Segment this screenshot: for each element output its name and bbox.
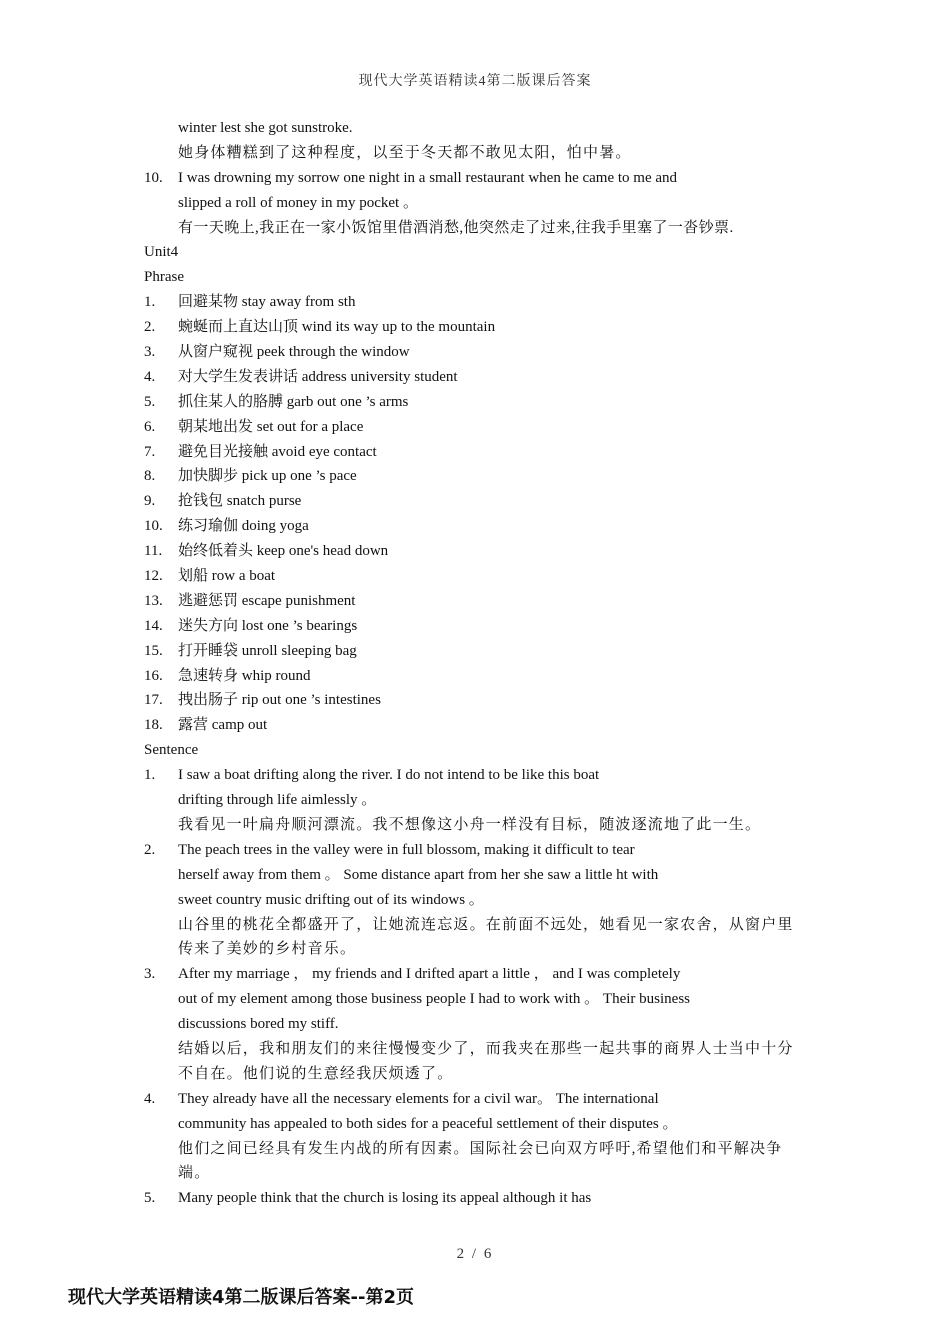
- phrase-item: [144, 440, 809, 465]
- item-number: 13.: [144, 592, 163, 609]
- item-number: 15.: [144, 642, 163, 659]
- item-number: 6.: [144, 418, 156, 435]
- document-caption: 现代大学英语精读4第二版课后答案--第2页: [68, 1287, 414, 1308]
- item-number: 17.: [144, 692, 163, 709]
- phrase-text: 从窗户窥视 peek through the window: [178, 344, 410, 361]
- item-number: 4.: [144, 1090, 156, 1107]
- phrase-item: [144, 290, 809, 315]
- text-line: community has appealed to both sides for a peaceful settlement of their disputes 。: [178, 1115, 678, 1132]
- phrase-item: [144, 539, 809, 564]
- phrase-text: 划船 row a boat: [178, 568, 276, 585]
- translation-line: 她身体糟糕到了这种程度，以至于冬天都不敢见太阳，怕中暑。: [178, 144, 632, 161]
- text-line: drifting through life aimlessly 。: [178, 792, 377, 809]
- phrase-item: [144, 614, 809, 639]
- phrase-item: [144, 639, 809, 664]
- item-number: 5.: [144, 393, 156, 410]
- translation-line: 有一天晚上,我正在一家小饭馆里借酒消愁,他突然走了过来,往我手里塞了一沓钞票.: [178, 219, 734, 236]
- sentence-item: [144, 1186, 809, 1211]
- translation-line: 不自在。他们说的生意经我厌烦透了。: [178, 1065, 454, 1082]
- item-number: 16.: [144, 667, 163, 684]
- sentence-item: [144, 962, 809, 987]
- phrase-item: [144, 564, 809, 589]
- sentence-item: [144, 763, 809, 788]
- text-line: They already have all the necessary elements for a civil war。 The international: [178, 1090, 659, 1107]
- text-line: After my marriage ， my friends and I drifted apart a little ， and I was completely: [178, 966, 681, 983]
- text-line: I was drowning my sorrow one night in a small restaurant when he came to me and: [178, 169, 678, 186]
- numbered-item: [144, 166, 809, 191]
- item-number: 2.: [144, 319, 156, 336]
- text-line: Many people think that the church is losing its appeal although it has: [178, 1190, 592, 1207]
- phrase-text: 抢钱包 snatch purse: [178, 493, 302, 510]
- unit-heading: Unit4: [144, 244, 179, 261]
- translation-line: 传来了美妙的乡村音乐。: [178, 941, 357, 958]
- phrase-text: 急速转身 whip round: [178, 667, 311, 684]
- phrase-item: [144, 688, 809, 713]
- phrase-text: 抓住某人的胳膊 garb out one ’s arms: [178, 393, 409, 410]
- translation-line: 结婚以后，我和朋友们的来往慢慢变少了，而我夹在那些一起共事的商界人士当中十分: [178, 1040, 794, 1057]
- phrase-item: [144, 664, 809, 689]
- phrase-item: [144, 464, 809, 489]
- phrase-text: 打开睡袋 unroll sleeping bag: [178, 642, 357, 659]
- phrase-list: [144, 290, 809, 738]
- phrase-item: [144, 340, 809, 365]
- item-number: 10.: [144, 518, 163, 535]
- phrase-text: 避免目光接触 avoid eye contact: [178, 443, 377, 460]
- phrase-text: 朝某地出发 set out for a place: [178, 418, 364, 435]
- phrase-item: [144, 589, 809, 614]
- item-number: 11.: [144, 543, 163, 560]
- phrase-text: 练习瑜伽 doing yoga: [178, 518, 309, 535]
- phrase-text: 逃避惩罚 escape punishment: [178, 592, 356, 609]
- sentence-item: [144, 1087, 809, 1112]
- text-line: slipped a roll of money in my pocket 。: [178, 194, 418, 211]
- item-number: 14.: [144, 617, 163, 634]
- item-number: 3.: [144, 344, 156, 361]
- translation-line: 他们之间已经具有发生内战的所有因素。国际社会已向双方呼吁,希望他们和平解决争: [178, 1140, 783, 1157]
- item-number: 2.: [144, 841, 156, 858]
- phrase-item: [144, 713, 809, 738]
- translation-line: 山谷里的桃花全都盛开了，让她流连忘返。在前面不远处，她看见一家农舍，从窗户里: [178, 916, 794, 933]
- text-line: discussions bored my stiff.: [178, 1016, 339, 1033]
- translation-line: 端。: [178, 1165, 211, 1182]
- phrase-item: [144, 390, 809, 415]
- phrase-item: [144, 315, 809, 340]
- item-number: 5.: [144, 1190, 156, 1207]
- text-line: winter lest she got sunstroke.: [178, 120, 353, 136]
- document-body: [144, 116, 809, 1211]
- phrase-item: [144, 489, 809, 514]
- item-number: 10.: [144, 169, 163, 186]
- phrase-item: [144, 415, 809, 440]
- phrase-text: 对大学生发表讲话 address university student: [178, 368, 458, 385]
- text-line: sweet country music drifting out of its windows 。: [178, 891, 484, 908]
- text-line: The peach trees in the valley were in full blossom, making it difficult to tear: [178, 841, 635, 858]
- phrase-text: 加快脚步 pick up one ’s pace: [178, 468, 357, 485]
- item-number: 4.: [144, 368, 156, 385]
- sentence-item: [144, 838, 809, 863]
- phrase-heading: Phrase: [144, 269, 184, 286]
- item-number: 12.: [144, 568, 163, 585]
- sentence-heading: Sentence: [144, 742, 199, 759]
- phrase-text: 回避某物 stay away from sth: [178, 294, 356, 311]
- text-line: I saw a boat drifting along the river. I do not intend to be like this boat: [178, 767, 600, 784]
- phrase-text: 拽出肠子 rip out one ’s intestines: [178, 692, 381, 709]
- item-number: 9.: [144, 493, 156, 510]
- text-line: herself away from them 。 Some distance apart from her she saw a little ht with: [178, 866, 659, 883]
- phrase-text: 始终低着头 keep one's head down: [178, 543, 389, 560]
- translation-line: 我看见一叶扁舟顺河漂流。我不想像这小舟一样没有目标，随波逐流地了此一生。: [178, 816, 762, 833]
- phrase-text: 露营 camp out: [178, 717, 268, 734]
- phrase-item: [144, 514, 809, 539]
- item-number: 1.: [144, 767, 156, 784]
- phrase-item: [144, 365, 809, 390]
- item-number: 18.: [144, 717, 163, 734]
- item-number: 7.: [144, 443, 156, 460]
- text-line: out of my element among those business people I had to work with 。 Their business: [178, 991, 690, 1008]
- phrase-text: 蜿蜒而上直达山顶 wind its way up to the mountain: [178, 319, 496, 336]
- page-number: 2 / 6: [456, 1246, 494, 1262]
- phrase-text: 迷失方向 lost one ’s bearings: [178, 617, 358, 634]
- page-header: 现代大学英语精读4第二版课后答案: [358, 74, 592, 89]
- item-number: 8.: [144, 468, 156, 485]
- item-number: 3.: [144, 966, 156, 983]
- item-number: 1.: [144, 294, 156, 311]
